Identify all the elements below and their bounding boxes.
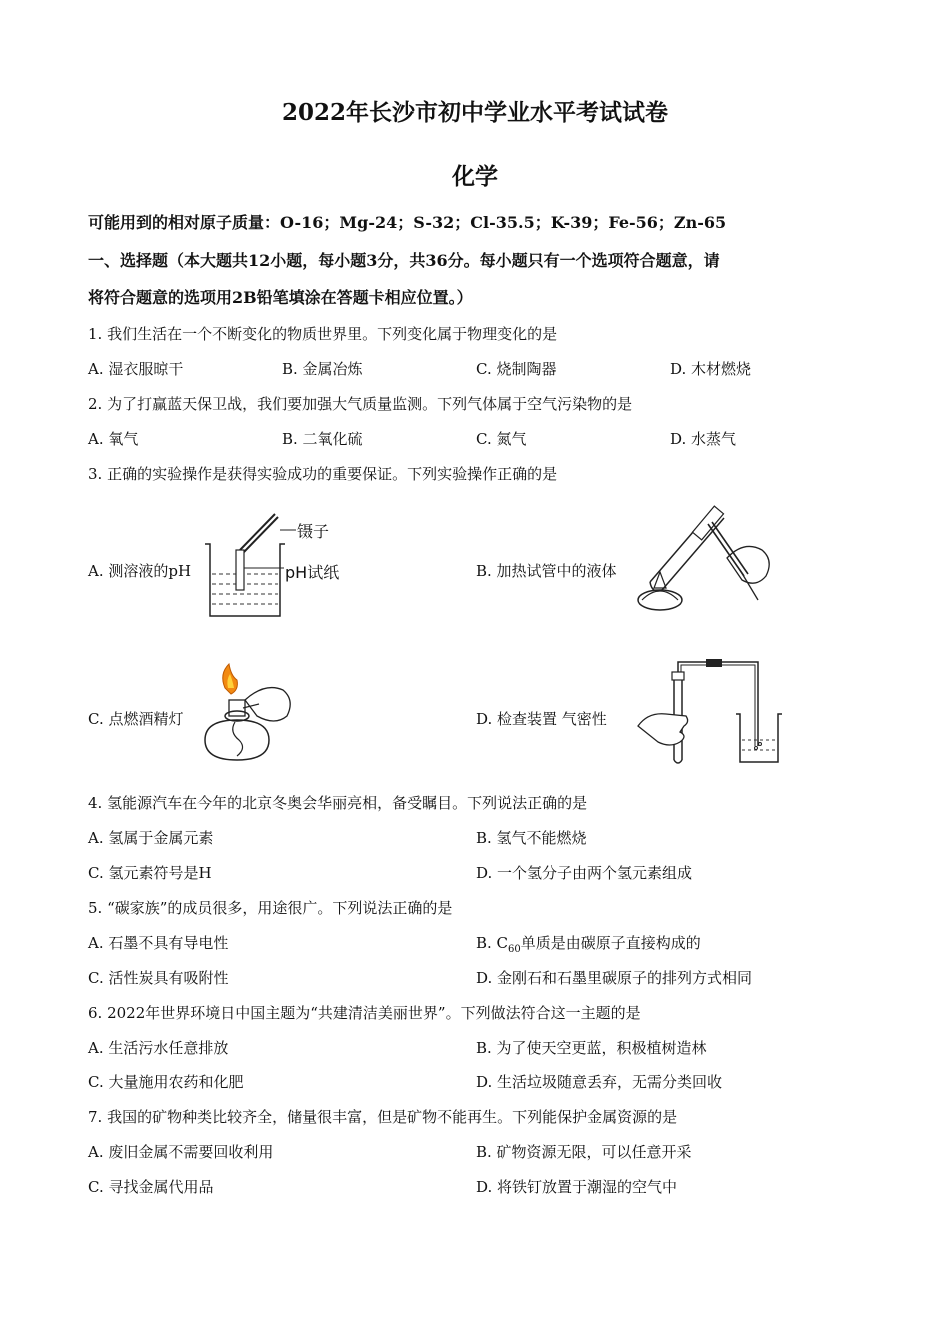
tweezers-label: 镊子 (297, 522, 330, 541)
alcohol-lamp-figure (195, 660, 305, 770)
q5-option-d: D. 金刚石和石墨里碳原子的排列方式相同 (476, 969, 753, 987)
q3-stem: 3. 正确的实验操作是获得实验成功的重要保证。下列实验操作正确的是 (88, 465, 558, 483)
ph-test-figure (200, 508, 350, 623)
q4-stem: 4. 氢能源汽车在今年的北京冬奥会华丽亮相，备受瞩目。下列说法正确的是 (88, 794, 588, 812)
q2-option-b: B. 二氧化硫 (282, 430, 363, 448)
q7-stem: 7. 我国的矿物种类比较齐全，储量很丰富，但是矿物不能再生。下列能保护金属资源的是 (88, 1108, 678, 1126)
q3-option-a: A. 测溶液的pH (88, 562, 192, 580)
q3-option-b: B. 加热试管中的液体 (476, 562, 617, 580)
ph-paper-label: pH试纸 (285, 563, 340, 582)
q1-option-c: C. 烧制陶器 (476, 360, 557, 378)
q1-option-a: A. 湿衣服晾干 (88, 360, 184, 378)
q3-option-d: D. 检查装置 气密性 (476, 710, 607, 728)
section-heading-line1: 一、选择题（本大题共12小题，每小题3分，共36分。每小题只有一个选项符合题意，请 (88, 251, 720, 270)
section-heading-line2: 将符合题意的选项用2B铅笔填涂在答题卡相应位置。） (88, 288, 473, 307)
q1-option-b: B. 金属冶炼 (282, 360, 363, 378)
q3-option-c: C. 点燃酒精灯 (88, 710, 184, 728)
q2-option-d: D. 水蒸气 (670, 430, 737, 448)
q6-stem: 6. 2022年世界环境日中国主题为“共建清洁美丽世界”。下列做法符合这一主题的是 (88, 1004, 641, 1022)
q4-option-c: C. 氢元素符号是H (88, 864, 212, 882)
q5-option-c: C. 活性炭具有吸附性 (88, 969, 229, 987)
q5-option-a: A. 石墨不具有导电性 (88, 934, 229, 952)
page-title: 2022年长沙市初中学业水平考试试卷 (281, 99, 668, 126)
q7-option-c: C. 寻找金属代用品 (88, 1178, 214, 1196)
airtightness-check-figure (636, 656, 786, 768)
q1-option-d: D. 木材燃烧 (670, 360, 752, 378)
q2-option-c: C. 氮气 (476, 430, 527, 448)
q5-option-b (476, 932, 701, 955)
q6-option-a: A. 生活污水任意排放 (88, 1039, 229, 1057)
q2-option-a: A. 氧气 (88, 430, 139, 448)
q5-stem: 5. “碳家族”的成员很多，用途很广。下列说法正确的是 (88, 899, 453, 917)
q7-option-b: B. 矿物资源无限，可以任意开采 (476, 1143, 692, 1161)
subject-title: 化学 (452, 163, 498, 190)
q4-option-a: A. 氢属于金属元素 (88, 829, 214, 847)
q4-option-b: B. 氢气不能燃烧 (476, 829, 587, 847)
q6-option-b: B. 为了使天空更蓝，积极植树造林 (476, 1039, 707, 1057)
q7-option-d: D. 将铁钉放置于潮湿的空气中 (476, 1178, 678, 1196)
q6-option-c: C. 大量施用农药和化肥 (88, 1073, 244, 1091)
atomic-masses: 可能用到的相对原子质量：O-16；Mg-24；S-32；Cl-35.5；K-39；Fe-56；Zn-65 (88, 213, 727, 232)
q6-option-d: D. 生活垃圾随意丢弃，无需分类回收 (476, 1073, 723, 1091)
heating-test-tube-figure (632, 500, 782, 620)
q5-option-b-subscript: 60 (508, 944, 521, 955)
q4-option-d: D. 一个氢分子由两个氢元素组成 (476, 864, 693, 882)
q7-option-a: A. 废旧金属不需要回收利用 (88, 1143, 274, 1161)
q2-stem: 2. 为了打赢蓝天保卫战，我们要加强大气质量监测。下列气体属于空气污染物的是 (88, 395, 633, 413)
q1-stem: 1. 我们生活在一个不断变化的物质世界里。下列变化属于物理变化的是 (88, 325, 558, 343)
q5-option-b-text: 单质是由碳原子直接构成的 (520, 934, 701, 952)
q5-option-b-prefix: B. C (476, 934, 509, 952)
